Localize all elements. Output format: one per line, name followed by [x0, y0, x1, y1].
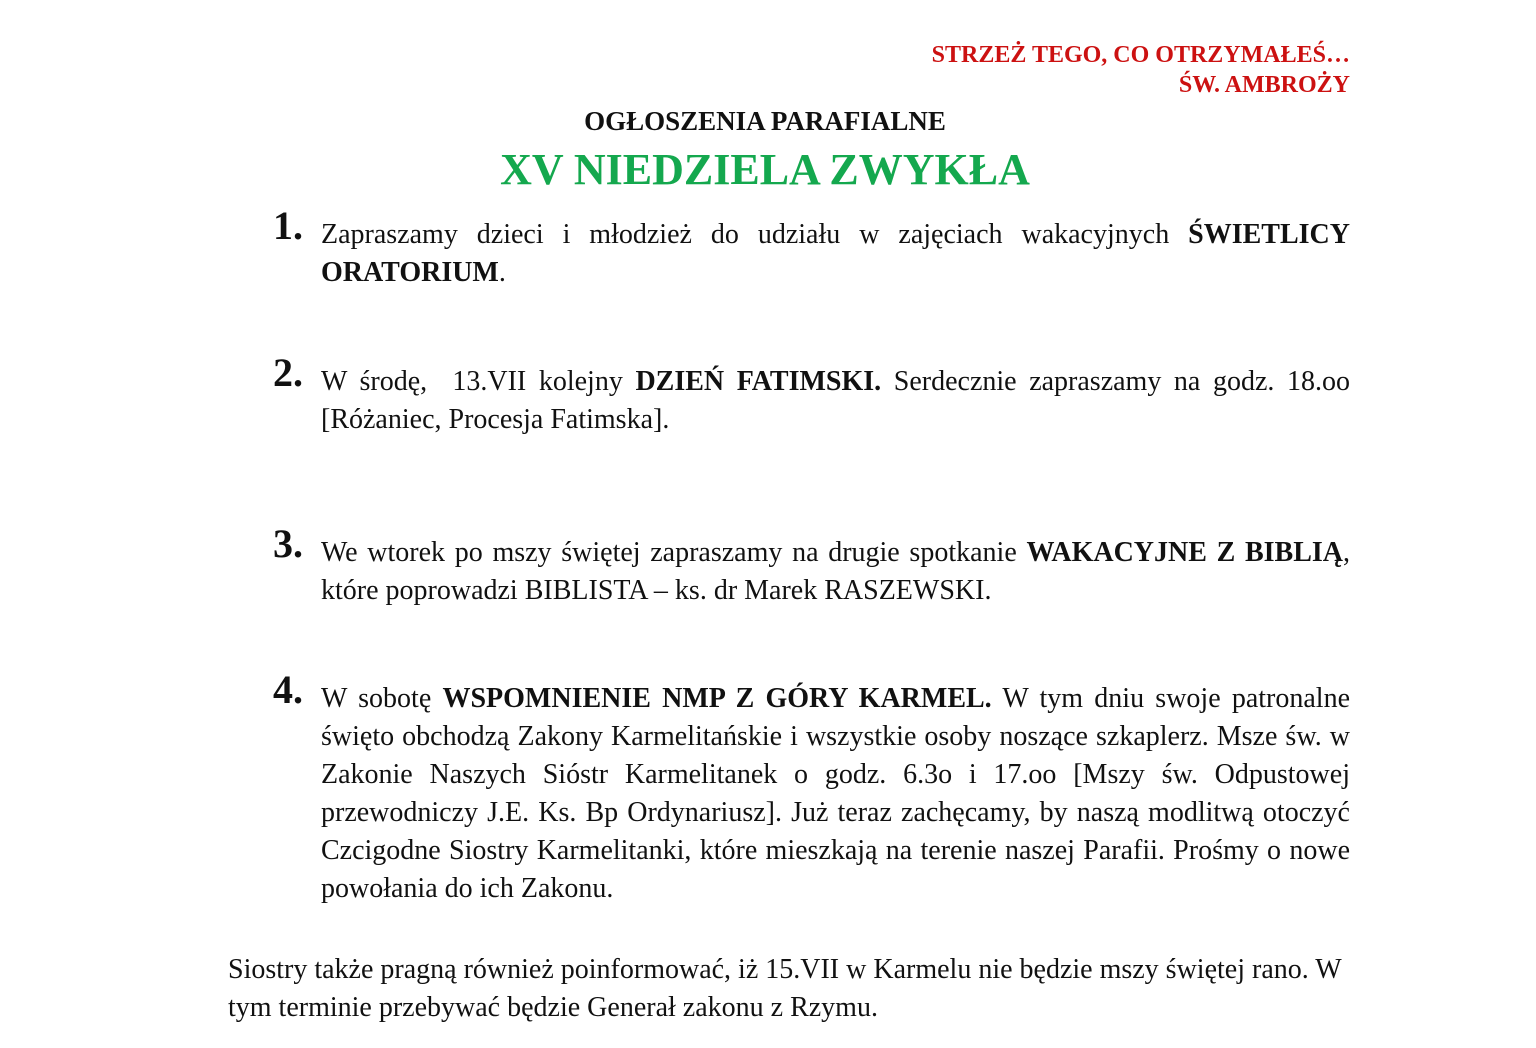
announcement-text: We wtorek po mszy świętej zapraszamy na drugie spotkanie — [321, 537, 1027, 568]
motto-quote: STRZEŻ TEGO, CO OTRZYMAŁEŚ… — [931, 42, 1350, 68]
announcement-text: Zapraszamy dzieci i młodzież do udziału w zajęciach wakacyjnych — [321, 219, 1189, 250]
announcement-text: Serdecznie zapraszamy na godz. 18.oo [Różaniec, Procesja Fatimska]. — [321, 366, 1350, 435]
announcement-highlight: WAKACYJNE Z BIBLIĄ — [1026, 537, 1344, 568]
announcement-number: 2. — [273, 350, 303, 395]
sunday-title: XV NIEDZIELA ZWYKŁA — [500, 145, 1030, 194]
announcement-text: W sobotę — [321, 683, 443, 714]
announcement-highlight: DZIEŃ FATIMSKI. — [635, 366, 882, 397]
announcement-3 — [273, 521, 1351, 610]
announcement-text: W tym dniu swoje patronalne święto obchodzą Zakony Karmelitańskie i wszystkie osoby noszące szkaplerz. Msze św. w Zakonie Naszych Sióstr Karmelitanek o godz. 6.3o i 17.oo [Mszy św. Odpustowej przewodniczy J.E. Ks. Bp Ordynariusz]. Już teraz zachęcamy, by naszą modlitwą otoczyć Czcigodne Siostry Karmelitanki, które mieszkają na terenie naszej Parafii. Prośmy o nowe powołania do ich Zakonu. — [321, 683, 1351, 904]
announcement-highlight: WSPOMNIENIE NMP Z GÓRY KARMEL. — [442, 683, 992, 714]
announcement-4 — [273, 667, 1351, 908]
announcement-highlight: ŚWIETLICY ORATORIUM — [321, 219, 1350, 288]
motto-author: ŚW. AMBROŻY — [1178, 72, 1350, 98]
announcement-text: . — [498, 257, 506, 288]
announcement-1 — [273, 203, 1350, 292]
motto — [932, 40, 1350, 100]
announcements-heading: OGŁOSZENIA PARAFIALNE — [584, 106, 946, 136]
closing-note: Siostry także pragną również poinformować, iż 15.VII w Karmelu nie będzie mszy świętej rano. W tym terminie przebywać będzie Generał zakonu z Rzymu. — [228, 954, 1342, 1023]
announcement-2 — [273, 350, 1350, 439]
announcement-number: 4. — [273, 667, 303, 712]
announcement-number: 1. — [273, 203, 303, 248]
announcement-text: , które poprowadzi BIBLISTA – ks. dr Marek RASZEWSKI. — [321, 537, 1351, 606]
announcement-number: 3. — [273, 521, 303, 566]
announcement-text: W środę, 13.VII kolejny — [321, 366, 636, 397]
